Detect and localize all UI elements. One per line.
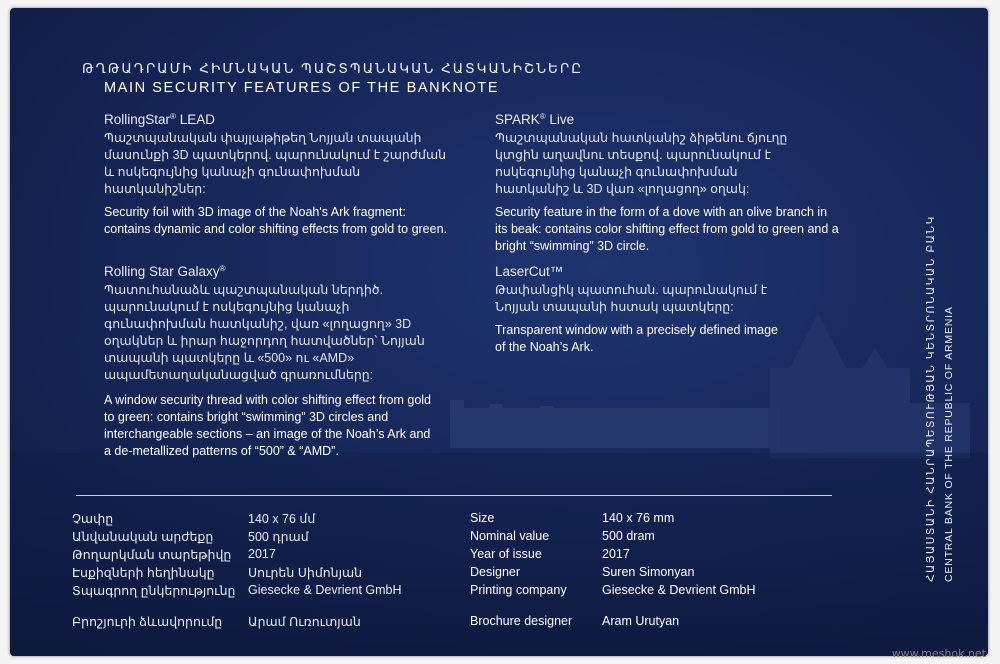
spec-en-nominal-value: 500 dram <box>602 529 655 543</box>
feature-rolling-star-galaxy-title <box>104 264 225 279</box>
feature-spark-live-english: Security feature in the form of a dove with an olive branch in its beak: contains color shifting effect from gold to green and a bright “swimming” 3D circle. <box>495 205 839 253</box>
feature-name: RollingStar <box>104 112 171 127</box>
spec-am-year-label: Թողարկման տարեթիվը <box>72 548 232 562</box>
spec-am-designer-label: Էսքիզների հեղինակը <box>72 566 215 580</box>
spec-am-year-value: 2017 <box>248 547 276 561</box>
feature-spark-live-armenian: Պաշտպանական հատկանիշ ձիթենու ճյուղը կտցին աղավնու տեսքով. պարունակում է ոսկեգույնից կանաչի գունափոխման հատկանիշ և 3D վառ «լողացող» օղակ: <box>495 131 788 196</box>
feature-suffix: LEAD <box>175 112 215 127</box>
spec-en-brochure-label: Brochure designer <box>470 614 573 628</box>
feature-lasercut-title: LaserCut™ <box>495 264 564 279</box>
spec-en-year-label: Year of issue <box>470 547 542 561</box>
spec-en-size-value: 140 x 76 mm <box>602 511 675 525</box>
section-divider <box>76 495 832 496</box>
brochure-card <box>10 8 988 656</box>
spec-en-designer-value: Suren Simonyan <box>602 565 695 579</box>
spec-am-brochure-label: Բրոշյուրի ձևավորումը <box>72 615 223 629</box>
spec-en-designer-label: Designer <box>470 565 521 579</box>
spec-am-size-value: 140 x 76 մմ <box>248 512 316 526</box>
title-english: MAIN SECURITY FEATURES OF THE BANKNOTE <box>104 80 500 96</box>
spec-am-size-label: Չափը <box>72 512 114 526</box>
issuer-english: CENTRAL BANK OF THE REPUBLIC OF ARMENIA <box>943 306 955 582</box>
feature-rollingstar-lead-armenian: Պաշտպանական փայլաթիթեղ Նոյյան տապանի մասունքի 3D պատկերով. պարունակում է շարժման և ոսկեգույնից կանաչի գունափոխման հատկանիշներ: <box>104 131 447 196</box>
spec-am-printer-label: Տպագրող ընկերությունը <box>72 584 236 598</box>
registered-mark: ® <box>539 112 546 121</box>
spec-en-brochure-value: Aram Urutyan <box>602 614 680 628</box>
feature-suffix: Live <box>545 112 575 127</box>
feature-spark-live-title <box>495 112 574 127</box>
feature-name: Rolling Star Galaxy <box>104 264 220 279</box>
feature-name: SPARK <box>495 112 540 127</box>
spec-am-designer-value: Սուրեն Սիմոնյան <box>248 566 363 580</box>
title-armenian: ԹՂԹԱԴՐԱՄԻ ՀԻՄՆԱԿԱՆ ՊԱՇՏՊԱՆԱԿԱՆ ՀԱՏԿԱՆԻՇՆԵՐԸ <box>82 61 584 76</box>
spec-en-size-label: Size <box>470 511 495 525</box>
spec-en-printer-label: Printing company <box>470 583 567 597</box>
spec-am-nominal-value: 500 դրամ <box>248 530 309 544</box>
site-watermark: www.meshok.net <box>891 647 986 660</box>
feature-rolling-star-galaxy-english: A window security thread with color shifting effect from gold to green: contains bright “swimming” 3D circles and interchangeable sections – an image of the Noah’s Ark and a de-metallized patterns of “500” & “AMD”. <box>104 393 432 458</box>
spec-en-year-value: 2017 <box>602 547 630 561</box>
feature-rollingstar-lead-title <box>104 112 215 127</box>
feature-rolling-star-galaxy-armenian: Պատուհանաձև պաշտպանական ներդիծ. պարունակում է ոսկեգույնից կանաչի գունափոխման հատկանիշ, վառ «լողացող» 3D օղակներ և իրար հաջորդող հատվածներ՝ Նոյյան տապանի պատկերը և «500» ու «AMD» ապամետաղականացված գրառումները: <box>104 283 425 382</box>
spec-am-nominal-label: Անվանական արժեքը <box>72 530 214 544</box>
spec-en-printer-value: Giesecke & Devrient GmbH <box>602 583 756 597</box>
feature-lasercut-english: Transparent window with a precisely defined image of the Noah’s Ark. <box>495 323 779 354</box>
registered-mark: ® <box>219 264 226 273</box>
feature-lasercut-armenian: Թափանցիկ պատուհան. պարունակում է Նոյյան տապանի հստակ պատկերը: <box>495 283 768 314</box>
spec-en-nominal-label: Nominal value <box>470 529 550 543</box>
spec-am-printer-value: Giesecke & Devrient GmbH <box>248 583 402 597</box>
registered-mark: ® <box>170 112 176 121</box>
issuer-armenian: ՀԱՅԱՍՏԱՆԻ ՀԱՆՐԱՊԵՏՈՒԹՅԱՆ ԿԵՆՏՐՈՆԱԿԱՆ ԲԱՆԿ <box>925 215 937 582</box>
spec-am-brochure-value: Արամ Ուռուտյան <box>248 615 361 629</box>
feature-rollingstar-lead-english: Security foil with 3D image of the Noah's Ark fragment: contains dynamic and color shifting effects from gold to green. <box>104 205 448 236</box>
side-issuer-text <box>913 48 983 608</box>
